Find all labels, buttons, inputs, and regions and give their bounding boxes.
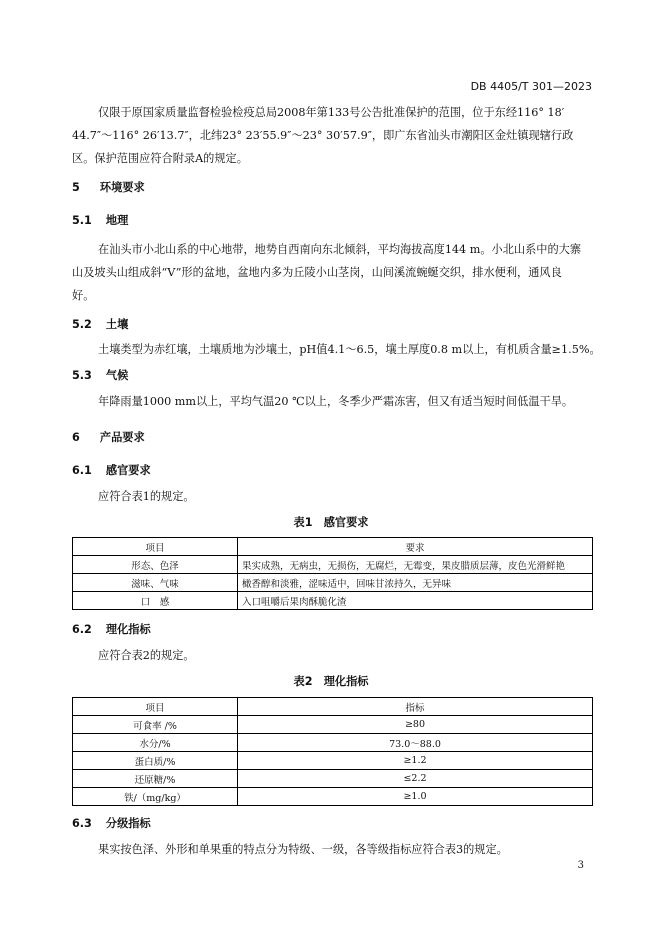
table-header-row <box>73 538 593 556</box>
table-2-cell: 水分/% <box>73 734 238 752</box>
section-6-title: 产品要求 <box>99 431 145 444</box>
table-2-caption: 表2 理化指标 <box>293 675 369 688</box>
page-number: 3 <box>577 860 584 871</box>
table-1-cell: 口 感 <box>73 592 238 610</box>
section-5-2-title: 土壤 <box>105 318 129 331</box>
table-header-row <box>73 698 593 716</box>
sensory-table <box>72 537 593 610</box>
table-2-cell: ≥80 <box>238 716 593 734</box>
section-6-number: 6 <box>72 431 80 444</box>
section-5-1-title: 地理 <box>105 214 129 227</box>
intro-line-3: 区。保护范围应符合附录A的规定。 <box>72 152 248 165</box>
table-2-header-item: 项目 <box>73 698 238 716</box>
section-6-1-heading <box>72 462 151 478</box>
table-row <box>73 734 593 752</box>
physchem-intro: 应符合表2的规定。 <box>98 649 195 662</box>
table-1-header-requirement: 要求 <box>238 538 593 556</box>
grading-text: 果实按色泽、外形和单果重的特点分为特级、一级，各等级指标应符合表3的规定。 <box>98 843 508 856</box>
table-1-cell: 滋味、气味 <box>73 574 238 592</box>
section-6-heading <box>72 429 145 445</box>
section-5-1-number: 5.1 <box>72 214 92 227</box>
section-5-1-heading <box>72 212 128 228</box>
section-6-1-title: 感官要求 <box>105 464 151 477</box>
section-6-1-number: 6.1 <box>72 464 92 477</box>
table-2-cell: 铁/（mg/kg） <box>73 788 238 806</box>
section-6-3-title: 分级指标 <box>105 817 151 830</box>
geography-line-3: 好。 <box>72 289 95 302</box>
sensory-intro: 应符合表1的规定。 <box>98 490 195 503</box>
table-2-cell: ≥1.0 <box>238 788 593 806</box>
table-row <box>73 574 593 592</box>
section-6-2-number: 6.2 <box>72 623 92 636</box>
table-row <box>73 770 593 788</box>
section-6-2-title: 理化指标 <box>105 623 151 636</box>
climate-text: 年降雨量1000 mm以上，平均气温20 ℃以上，冬季少严霜冻害，但又有适当短时间低温干旱。 <box>98 395 574 408</box>
geography-line-2: 山及坡头山组成斜“V”形的盆地，盆地内多为丘陵小山茎岗，山间溪流蜿蜒交织，排水便利，通风良 <box>72 266 562 279</box>
section-5-2-number: 5.2 <box>72 318 92 331</box>
section-5-heading <box>72 179 145 195</box>
table-1-header-item: 项目 <box>73 538 238 556</box>
soil-text: 土壤类型为赤红壤，土壤质地为沙壤土，pH值4.1～6.5，壤土厚度0.8 m以上，有机质含量≥1.5%。 <box>98 343 601 356</box>
table-1-cell: 入口咀嚼后果肉酥脆化渣 <box>238 592 593 610</box>
geography-paragraph <box>72 238 592 307</box>
table-row <box>73 752 593 770</box>
table-1-cell: 形态、色泽 <box>73 556 238 574</box>
section-5-title: 环境要求 <box>99 181 145 194</box>
section-5-number: 5 <box>72 181 80 194</box>
intro-line-2: 44.7″～116° 26′13.7″，北纬23° 23′55.9″～23° 30′57.9″，即广东省汕头市潮阳区金灶镇现辖行政 <box>72 129 574 142</box>
table-row <box>73 592 593 610</box>
table-1-caption: 表1 感官要求 <box>293 516 369 529</box>
table-2-cell: 73.0～88.0 <box>238 734 593 752</box>
standard-code: DB 4405/T 301—2023 <box>470 80 592 93</box>
table-2-cell: 可食率 /% <box>73 716 238 734</box>
section-5-3-heading <box>72 367 128 383</box>
table-2-cell: 还原糖/% <box>73 770 238 788</box>
section-5-3-number: 5.3 <box>72 369 92 382</box>
table-row <box>73 788 593 806</box>
table-row <box>73 716 593 734</box>
section-6-2-heading <box>72 621 151 637</box>
intro-paragraph <box>72 101 592 170</box>
table-2-cell: 蛋白质/% <box>73 752 238 770</box>
geography-line-1: 在汕头市小北山系的中心地带，地势自西南向东北倾斜，平均海拔高度144 m。小北山系中的大寨 <box>98 243 582 256</box>
physchem-table <box>72 697 593 806</box>
section-5-2-heading <box>72 316 128 332</box>
table-2-cell: ≤2.2 <box>238 770 593 788</box>
section-5-3-title: 气候 <box>105 369 129 382</box>
table-1-cell: 橄香醇和淡雅，涩味适中，回味甘浓持久，无异味 <box>238 574 593 592</box>
section-6-3-heading <box>72 815 151 831</box>
table-1-cell: 果实成熟，无病虫，无损伤，无腐烂，无霉变，果皮腊质层薄，皮色光滑鲜艳 <box>238 556 593 574</box>
table-row <box>73 556 593 574</box>
table-2-cell: ≥1.2 <box>238 752 593 770</box>
table-2-header-index: 指标 <box>238 698 593 716</box>
section-6-3-number: 6.3 <box>72 817 92 830</box>
intro-line-1: 仅限于原国家质量监督检验检疫总局2008年第133号公告批准保护的范围，位于东经116° 18′ <box>98 106 565 119</box>
